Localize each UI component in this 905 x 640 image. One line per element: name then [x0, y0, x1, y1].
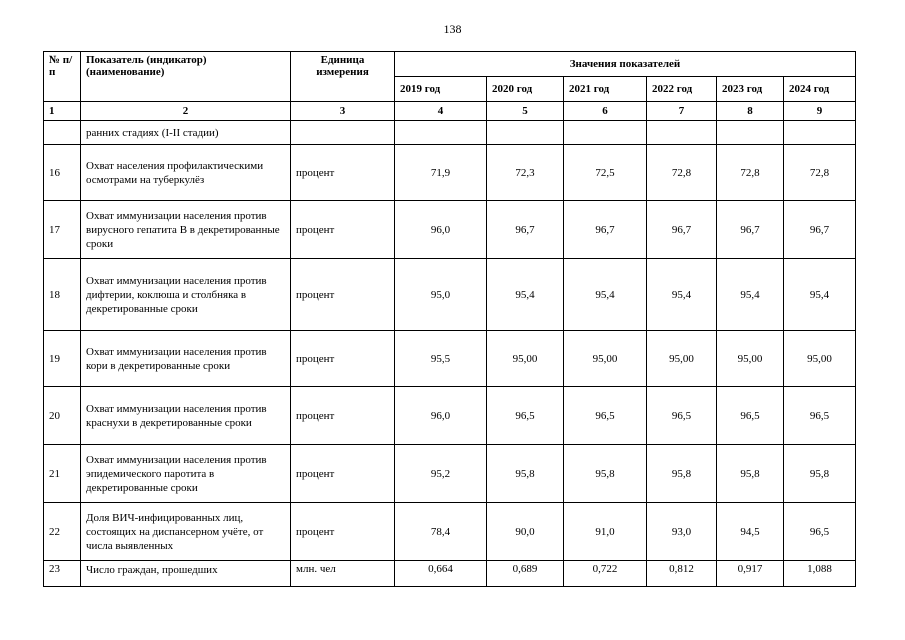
- value-cell: 95,4: [784, 259, 856, 331]
- value-cell: 72,5: [564, 145, 647, 201]
- column-number-8: 8: [717, 102, 784, 121]
- header-num: № п/п: [44, 52, 81, 102]
- row-number: 22: [44, 503, 81, 561]
- indicator-name: Охват иммунизации населения против дифтерии, коклюша и столбняка в декретированные сроки: [81, 259, 291, 331]
- value-cell: 78,4: [395, 503, 487, 561]
- value-cell: 96,5: [717, 387, 784, 445]
- continuation-text: ранних стадиях (I-II стадии): [81, 121, 291, 145]
- table-row: [44, 503, 856, 561]
- value-cell: 95,00: [564, 331, 647, 387]
- value-cell: 96,0: [395, 387, 487, 445]
- column-number-3: 3: [291, 102, 395, 121]
- column-number-4: 4: [395, 102, 487, 121]
- unit-cell: процент: [291, 387, 395, 445]
- value-cell: 96,7: [564, 201, 647, 259]
- column-number-9: 9: [784, 102, 856, 121]
- column-number-7: 7: [647, 102, 717, 121]
- value-cell: 96,5: [487, 387, 564, 445]
- continuation-row: [44, 121, 856, 145]
- column-number-6: 6: [564, 102, 647, 121]
- year-header-5: 2023 год: [717, 77, 784, 102]
- value-cell: 72,8: [647, 145, 717, 201]
- value-cell: 0,917: [717, 561, 784, 587]
- value-cell: 96,7: [717, 201, 784, 259]
- value-cell: 95,00: [784, 331, 856, 387]
- value-cell: 91,0: [564, 503, 647, 561]
- value-cell: 95,00: [647, 331, 717, 387]
- table-row: [44, 445, 856, 503]
- year-header-6: 2024 год: [784, 77, 856, 102]
- row-number: 16: [44, 145, 81, 201]
- header-values: Значения показателей: [395, 52, 856, 77]
- year-header-4: 2022 год: [647, 77, 717, 102]
- table-row: [44, 331, 856, 387]
- row-number: 21: [44, 445, 81, 503]
- unit-cell: процент: [291, 145, 395, 201]
- row-number: 18: [44, 259, 81, 331]
- row-number: 19: [44, 331, 81, 387]
- row-number: 17: [44, 201, 81, 259]
- value-cell: 71,9: [395, 145, 487, 201]
- value-cell: 95,4: [717, 259, 784, 331]
- table-row: [44, 387, 856, 445]
- table-row: [44, 561, 856, 587]
- value-cell: 72,8: [717, 145, 784, 201]
- value-cell: 0,812: [647, 561, 717, 587]
- value-cell: 96,5: [784, 387, 856, 445]
- value-cell: 95,2: [395, 445, 487, 503]
- value-cell: 95,4: [487, 259, 564, 331]
- unit-cell: млн. чел: [291, 561, 395, 587]
- value-cell: 96,7: [647, 201, 717, 259]
- header-unit: Единица измерения: [291, 52, 395, 102]
- indicator-name: Доля ВИЧ-инфицированных лиц, состоящих на диспансерном учёте, от числа выявленных: [81, 503, 291, 561]
- indicator-name: Охват населения профилактическими осмотрами на туберкулёз: [81, 145, 291, 201]
- indicator-name: Охват иммунизации населения против вирусного гепатита В в декретированные сроки: [81, 201, 291, 259]
- value-cell: 0,689: [487, 561, 564, 587]
- indicator-name: Число граждан, прошедших: [81, 561, 291, 587]
- row-number: 20: [44, 387, 81, 445]
- value-cell: 95,8: [717, 445, 784, 503]
- value-cell: 93,0: [647, 503, 717, 561]
- column-number-5: 5: [487, 102, 564, 121]
- value-cell: 95,0: [395, 259, 487, 331]
- value-cell: 95,8: [487, 445, 564, 503]
- unit-cell: процент: [291, 259, 395, 331]
- unit-cell: процент: [291, 201, 395, 259]
- value-cell: 95,4: [564, 259, 647, 331]
- continuation-num-cell: [44, 121, 81, 145]
- year-header-2: 2020 год: [487, 77, 564, 102]
- indicators-table: [43, 51, 856, 587]
- indicator-name: Охват иммунизации населения против кори в декретированные сроки: [81, 331, 291, 387]
- table-row: [44, 259, 856, 331]
- value-cell: 72,8: [784, 145, 856, 201]
- value-cell: 96,0: [395, 201, 487, 259]
- value-cell: 95,8: [564, 445, 647, 503]
- page-number: 138: [443, 22, 462, 36]
- value-cell: 94,5: [717, 503, 784, 561]
- value-cell: 95,8: [647, 445, 717, 503]
- unit-cell: процент: [291, 331, 395, 387]
- column-number-2: 2: [81, 102, 291, 121]
- unit-cell: процент: [291, 503, 395, 561]
- column-number-1: 1: [44, 102, 81, 121]
- value-cell: 96,7: [487, 201, 564, 259]
- year-header-3: 2021 год: [564, 77, 647, 102]
- value-cell: 96,5: [564, 387, 647, 445]
- value-cell: 96,7: [784, 201, 856, 259]
- table-row: [44, 145, 856, 201]
- value-cell: 1,088: [784, 561, 856, 587]
- value-cell: 0,664: [395, 561, 487, 587]
- value-cell: 96,5: [647, 387, 717, 445]
- table-row: [44, 201, 856, 259]
- value-cell: 95,00: [487, 331, 564, 387]
- row-number: 23: [44, 561, 81, 587]
- value-cell: 95,5: [395, 331, 487, 387]
- value-cell: 95,00: [717, 331, 784, 387]
- year-header-1: 2019 год: [395, 77, 487, 102]
- indicator-name: Охват иммунизации населения против краснухи в декретированные сроки: [81, 387, 291, 445]
- value-cell: 95,4: [647, 259, 717, 331]
- value-cell: 0,722: [564, 561, 647, 587]
- value-cell: 95,8: [784, 445, 856, 503]
- unit-cell: процент: [291, 445, 395, 503]
- value-cell: 72,3: [487, 145, 564, 201]
- header-indicator: Показатель (индикатор) (наименование): [81, 52, 291, 102]
- indicator-name: Охват иммунизации населения против эпидемического паротита в декретированные сроки: [81, 445, 291, 503]
- value-cell: 90,0: [487, 503, 564, 561]
- value-cell: 96,5: [784, 503, 856, 561]
